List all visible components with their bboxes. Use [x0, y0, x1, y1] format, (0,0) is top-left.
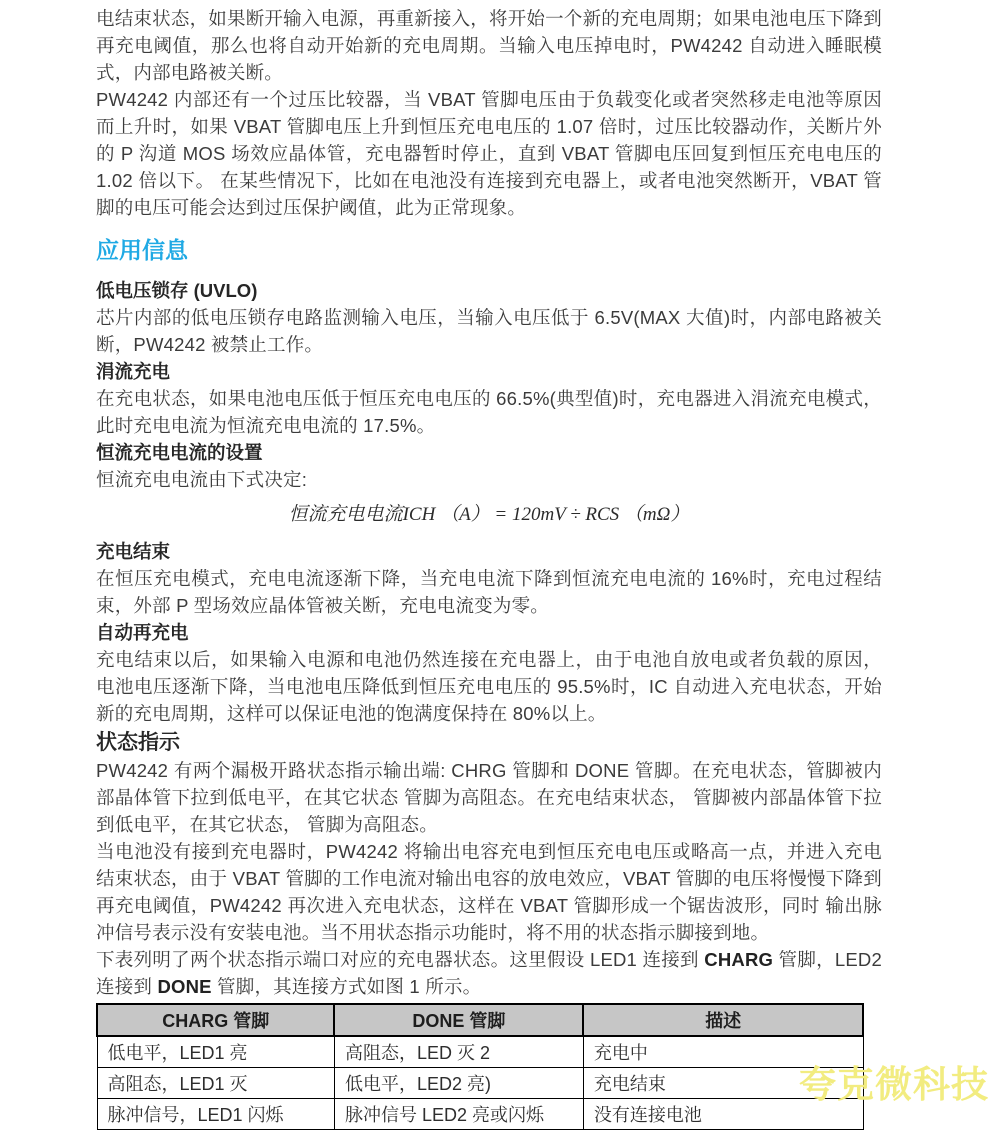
section-heading-application-info: 应用信息 [96, 237, 188, 263]
table-cell: 没有连接电池 [583, 1099, 863, 1130]
paragraph-uvlo: 芯片内部的低电压锁存电路监测输入电压，当输入电压低于 6.5V(MAX 大值)时，内部电路被关断，PW4242 被禁止工作。 [96, 307, 882, 355]
table-cell: 低电平，LED2 亮) [334, 1068, 583, 1099]
paragraph-auto-recharge: 充电结束以后，如果输入电源和电池仍然连接在充电器上，由于电池自放电或者负载的原因， 电池电压逐渐下降，当电池电压降低到恒压充电电压的 95.5%时，IC 自动进入充电状态，开始新的充电周期，这样可以保证电池的饱满度保持在 80%以上。 [96, 649, 882, 724]
subheading-charge-termination: 充电结束 [96, 541, 171, 562]
table-cell: 脉冲信号，LED1 闪烁 [97, 1099, 334, 1130]
subheading-auto-recharge: 自动再充电 [96, 622, 189, 643]
paragraph-overvoltage-comparator: PW4242 内部还有一个过压比较器，当 VBAT 管脚电压由于负载变化或者突然移走电池等原因而上升时，如果 VBAT 管脚电压上升到恒压充电电压的 1.07 倍时，过压比较器动作，关断片外的 P 沟道 MOS 场效应晶体管，充电器暂时停止，直到 VBAT 管脚电压回复到恒压充电电压的 1.02 倍以下。 在某些情况下，比如在电池没有连接到充电器上，或者电池突然断开，VBAT 管脚的电压可能会达到过压保护阈值，此为正常现象。 [96, 89, 882, 218]
subheading-cc-current-setting: 恒流充电电流的设置 [96, 442, 263, 463]
paragraph-status-pins: PW4242 有两个漏极开路状态指示输出端: CHRG 管脚和 DONE 管脚。在充电状态，管脚被内部晶体管下拉到低电平，在其它状态 管脚为高阻态。在充电结束状态， 管脚被内部晶体管下拉到低电平，在其它状态， 管脚为高阻态。 [96, 760, 882, 835]
text-run: 管脚，LED2 连接到 [96, 949, 882, 997]
table-cell: 充电中 [583, 1036, 863, 1068]
paragraph-table-intro [96, 946, 882, 1000]
subheading-trickle-charge: 涓流充电 [96, 361, 171, 382]
table-header-cell: CHARG 管脚 [97, 1004, 334, 1036]
subheading-uvlo: 低电压锁存 (UVLO) [96, 280, 258, 301]
table-row [97, 1036, 863, 1068]
table-header-row [97, 1004, 863, 1036]
table-cell: 脉冲信号 LED2 亮或闪烁 [334, 1099, 583, 1130]
document-content [96, 5, 882, 1130]
table-row [97, 1068, 863, 1099]
paragraph-charge-cycle-restart: 电结束状态，如果断开输入电源，再重新接入，将开始一个新的充电周期；如果电池电压下降到再充电阈值，那么也将自动开始新的充电周期。当输入电压掉电时，PW4242 自动进入睡眠模式，内部电路被关断。 [96, 8, 882, 83]
text-run: CHARG [704, 949, 774, 970]
paragraph-cc-current-setting: 恒流充电电流由下式决定: [96, 469, 308, 490]
table-cell: 充电结束 [583, 1068, 863, 1099]
paragraph-charge-termination: 在恒压充电模式，充电电流逐渐下降，当充电电流下降到恒流充电电流的 16%时，充电过程结束，外部 P 型场效应晶体管被关断，充电电流变为零。 [96, 568, 882, 616]
status-indication-table [96, 1003, 864, 1130]
table-cell: 高阻态，LED1 灭 [97, 1068, 334, 1099]
text-run: DONE [157, 976, 212, 997]
watermark-text: 夸克微科技 [799, 1064, 989, 1105]
table-header-cell: DONE 管脚 [334, 1004, 583, 1036]
paragraph-trickle-charge: 在充电状态，如果电池电压低于恒压充电电压的 66.5%(典型值)时，充电器进入涓流充电模式，此时充电电流为恒流充电电流的 17.5%。 [96, 388, 882, 436]
table-cell: 低电平，LED1 亮 [97, 1036, 334, 1068]
paragraph-no-battery-behavior: 当电池没有接到充电器时，PW4242 将输出电容充电到恒压充电电压或略高一点，并进入充电结束状态，由于 VBAT 管脚的工作电流对输出电容的放电效应，VBAT 管脚的电压将慢慢下降到再充电阈值，PW4242 再次进入充电状态，这样在 VBAT 管脚形成一个锯齿波形，同时 输出脉冲信号表示没有安装电池。当不用状态指示功能时，将不用的状态指示脚接到地。 [96, 841, 882, 943]
subheading-status-indication: 状态指示 [96, 729, 180, 754]
table-cell: 高阻态，LED 灭 2 [334, 1036, 583, 1068]
text-run: 下表列明了两个状态指示端口对应的充电器状态。这里假设 LED1 连接到 [96, 949, 705, 970]
text-run: 管脚，其连接方式如图 1 所示。 [211, 976, 482, 997]
formula-charge-current: 恒流充电电流ICH （A） = 120mV ÷ RCS （mΩ） [288, 504, 690, 525]
table-row [97, 1099, 863, 1130]
table-header-cell: 描述 [583, 1004, 863, 1036]
